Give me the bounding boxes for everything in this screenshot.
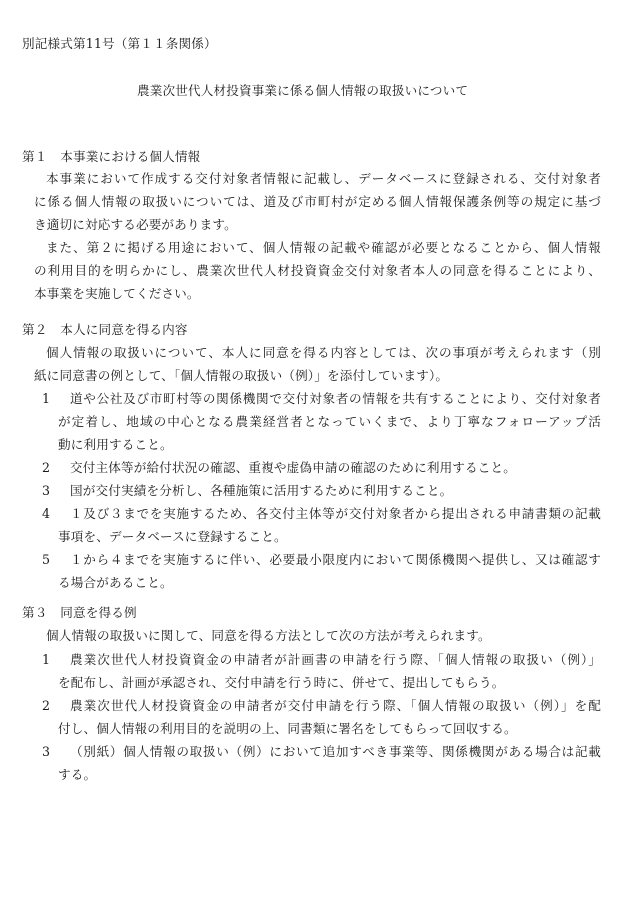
section3-intro-line: 個人情報の取扱いに関して、同意を得る方法として次の方法が考えられます。 — [46, 628, 491, 643]
section2-intro-line: 紙に同意書の例として、「個人情報の取扱い（例）」を添付しています）。 — [34, 368, 449, 383]
section2-item-line: 道や公社及び市町村等の関係機関で交付対象者の情報を共有することにより、交付対象者 — [70, 391, 601, 406]
section2-item-number: 3 — [42, 483, 51, 498]
section2-item-line: が定着し、地域の中心となる農業経営者となっていくまで、より丁寧なフォローアップ活 — [58, 414, 601, 429]
section2-item-line: 国が交付実績を分析し、各種施策に活用するために利用すること。 — [70, 483, 453, 498]
section1-line: き適切に対応する必要があります。 — [34, 217, 237, 232]
section3-item-number: 1 — [42, 652, 51, 667]
section1-line: の利用目的を明らかにし、農業次世代人材投資資金交付対象者本人の同意を得ることにより、 — [34, 263, 601, 278]
section3-item-line: 農業次世代人材投資資金の申請者が計画書の申請を行う際、「個人情報の取扱い（例）」 — [70, 652, 601, 667]
section3-item-line: する。 — [58, 767, 97, 782]
section3-heading: 第３ 同意を得る例 — [22, 605, 137, 620]
section2-item-number: 4 — [42, 506, 51, 521]
section2-item-line: る場合があること。 — [58, 575, 173, 590]
document-title: 農業次世代人材投資事業に係る個人情報の取扱いについて — [137, 83, 469, 98]
section1-line: 本事業を実施してください。 — [34, 286, 200, 301]
section2-intro-line: 個人情報の取扱いについて、本人に同意を得る内容としては、次の事項が考えられます（別 — [46, 345, 601, 360]
section3-item-number: 3 — [42, 744, 51, 759]
section2-item-line: １及び３までを実施するため、各交付主体等が交付対象者から提出される申請書類の記載 — [70, 506, 601, 521]
section2-item-number: 1 — [42, 391, 51, 406]
section3-item-line: 農業次世代人材投資資金の申請者が交付申請を行う際、「個人情報の取扱い（例）」を配 — [70, 698, 601, 713]
section2-item-line: １から４までを実施するに伴い、必要最小限度内において関係機関へ提供し、又は確認す — [70, 552, 601, 567]
section2-item-line: 交付主体等が給付状況の確認、重複や虚偽申請の確認のために利用すること。 — [70, 460, 517, 475]
section2-item-line: 事項を、データベースに登録すること。 — [58, 529, 287, 544]
section1-line: 本事業において作成する交付対象者情報に記載し、データベースに登録される、交付対象者 — [46, 171, 601, 186]
section1-heading: 第１ 本事業における個人情報 — [22, 149, 201, 164]
section3-item-line: を配布し、計画が承認され、交付申請を行う時に、併せて、提出してもらう。 — [58, 675, 505, 690]
section3-item-line: 付し、個人情報の利用目的を説明の上、同書類に署名をしてもらって回収する。 — [58, 721, 517, 736]
section2-item-number: 5 — [42, 552, 51, 567]
section2-item-line: 動に利用すること。 — [58, 437, 173, 452]
section3-item-number: 2 — [42, 698, 51, 713]
section2-heading: 第２ 本人に同意を得る内容 — [22, 322, 188, 337]
section3-item-line: （別紙）個人情報の取扱い（例）において追加すべき事業等、関係機関がある場合は記載 — [70, 744, 601, 759]
form-number: 別記様式第11号（第１１条関係） — [22, 36, 217, 51]
section2-item-number: 2 — [42, 460, 51, 475]
section1-line: に係る個人情報の取扱いについては、道及び市町村が定める個人情報保護条例等の規定に基づ — [34, 194, 601, 209]
section1-line: また、第２に掲げる用途において、個人情報の記載や確認が必要となることから、個人情報 — [46, 240, 601, 255]
